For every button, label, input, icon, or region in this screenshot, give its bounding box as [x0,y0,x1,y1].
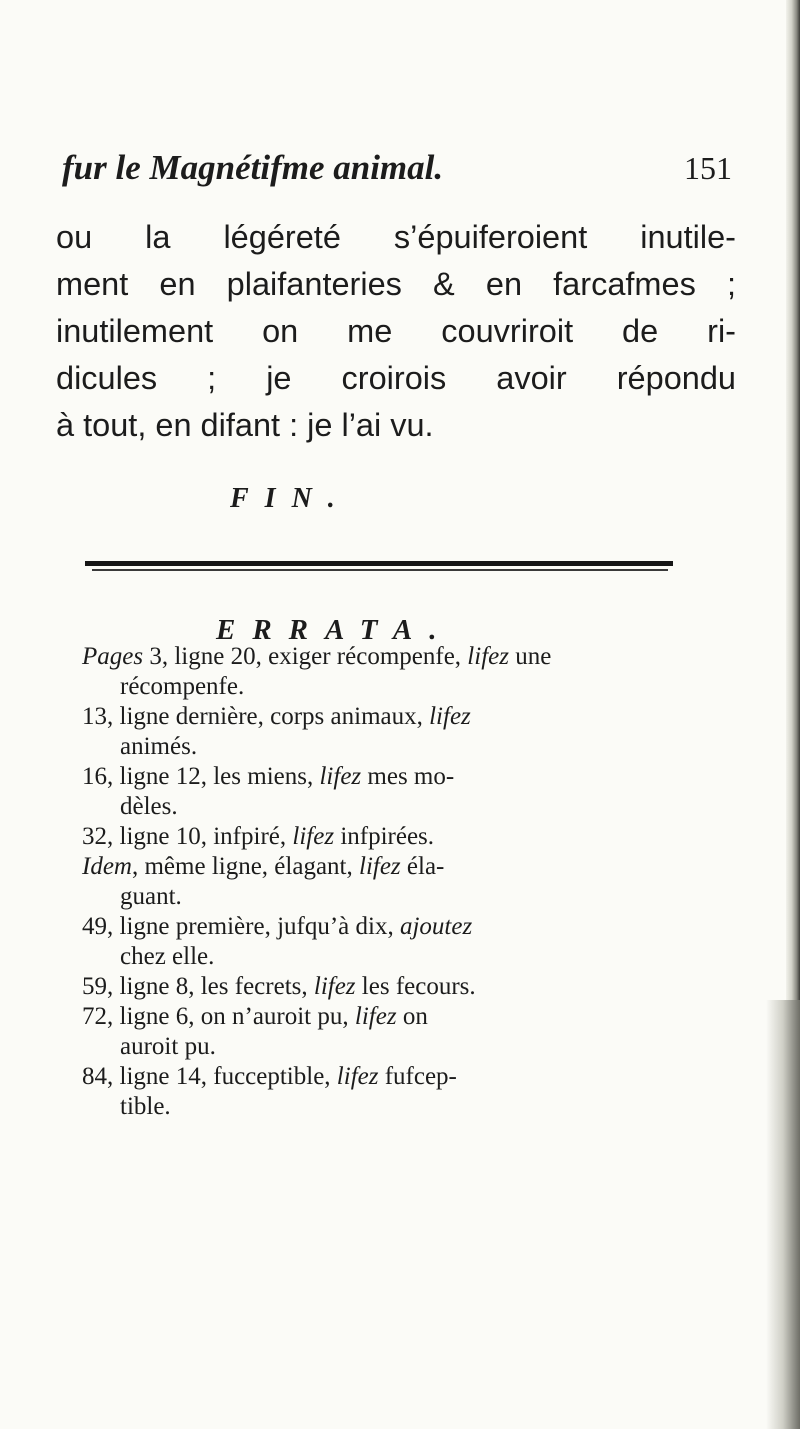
errata-continuation: auroit pu. [120,1033,216,1060]
errata-entry [82,702,742,762]
errata-text: , même ligne, élagant, [131,853,359,880]
errata-continuation: tible. [120,1093,171,1120]
errata-rest: on [396,1003,428,1030]
errata-lifez: lifez [313,973,356,1000]
errata-rest: fufcep- [378,1063,457,1090]
errata-heading: ERRATA. [216,614,454,646]
errata-rest: mes mo- [361,763,455,790]
divider-rule [85,561,673,566]
body-line: inutilement on me couvriroit de ri- [56,313,736,349]
errata-lifez: lifez [336,1063,379,1090]
errata-lead: Idem [82,853,132,880]
body-text [56,214,736,449]
body-line: à tout, en difant : je l’ai vu. [56,407,434,443]
errata-entry [82,822,742,852]
errata-text: 84, ligne 14, fucceptible, [82,1063,337,1090]
divider-rule-thin [92,569,668,571]
errata-rest: les fecours. [355,973,476,1000]
body-line: ment en plaifanteries & en farcafmes ; [56,266,736,302]
errata-rest: une [508,643,552,670]
running-head-title: fur le Magnétifme animal. [62,148,444,187]
errata-lifez: lifez [359,853,401,880]
errata-entry [82,642,742,702]
errata-lifez: lifez [467,643,509,670]
errata-continuation: chez elle. [120,943,215,970]
body-line: ou la légéreté s’épuiferoient inutile- [56,219,736,255]
errata-rest: éla- [400,853,445,880]
errata-lifez: lifez [429,703,471,730]
errata-entry [82,762,742,822]
errata-continuation: récompenfe. [120,673,245,700]
errata-entry [82,1062,742,1122]
errata-lead: Pages [82,643,144,670]
running-head [62,148,732,208]
errata-continuation: guant. [120,883,182,910]
errata-lifez: ajoutez [399,913,473,940]
errata-text: 32, ligne 10, infpiré, [82,823,293,850]
page-edge-shadow-bottom [766,1000,800,1429]
errata-entry [82,972,742,1002]
errata-text: 49, ligne première, jufqu’à dix, [82,913,400,940]
errata-entry [82,1002,742,1062]
errata-lifez: lifez [319,763,362,790]
errata-lifez: lifez [354,1003,397,1030]
errata-lifez: lifez [292,823,335,850]
body-line: dicules ; je croirois avoir répondu [56,360,736,396]
page-number: 151 [684,150,732,186]
errata-text: 59, ligne 8, les fecrets, [82,973,314,1000]
errata-entry [82,912,742,972]
errata-text: 13, ligne dernière, corps animaux, [82,703,430,730]
errata-text: 16, ligne 12, les miens, [82,763,320,790]
errata-list [82,642,742,1122]
errata-continuation: dèles. [120,793,178,820]
errata-text: 3, ligne 20, exiger récompenfe, [143,643,468,670]
fin-heading: FIN. [230,483,351,514]
errata-rest: infpirées. [334,823,435,850]
errata-entry [82,852,742,912]
errata-text: 72, ligne 6, on n’auroit pu, [82,1003,355,1030]
errata-continuation: animés. [120,733,198,760]
